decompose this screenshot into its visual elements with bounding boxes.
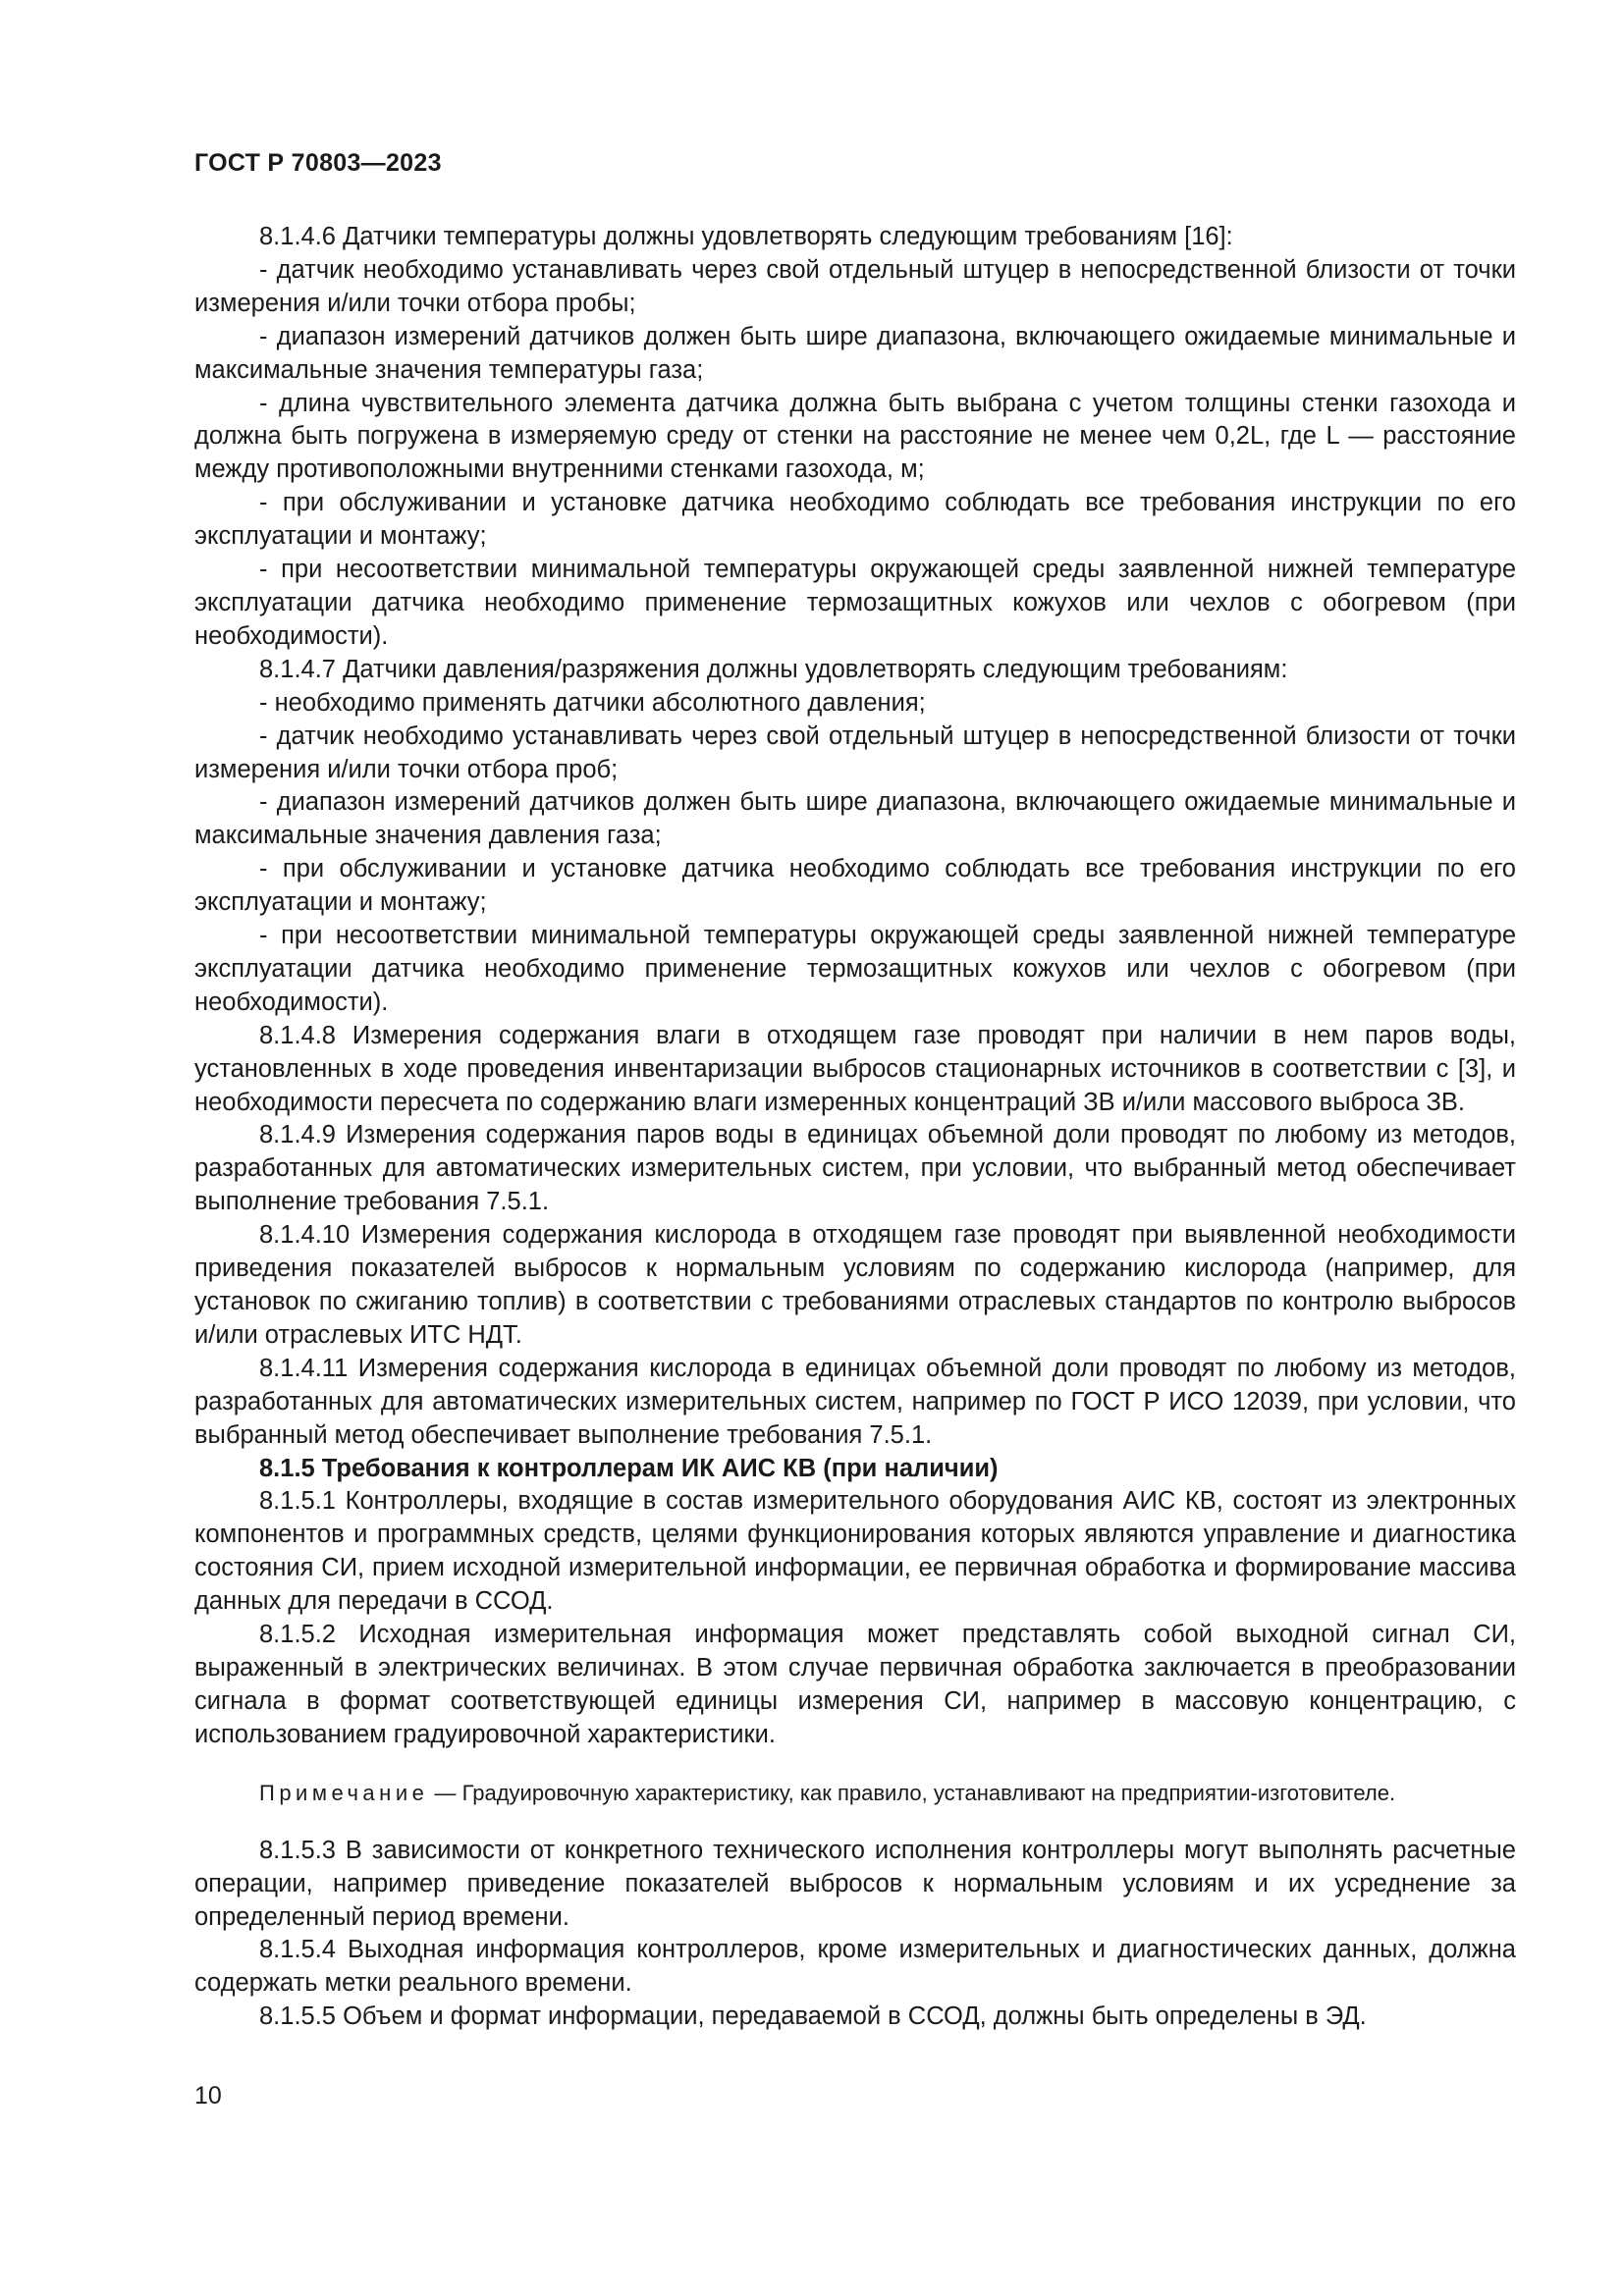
list-item: - необходимо применять датчики абсолютного давления; bbox=[259, 688, 926, 717]
paragraph-8-1-5-2: 8.1.5.2 Исходная измерительная информация может представлять собой выходной сигнал СИ, выраженный в электрических величинах. В этом случае первичная обработка заключается в преобразовании сигнала в формат соответствующей единицы измерения СИ, например в массовую концентрацию, с использованием градуировочной характеристики. bbox=[194, 1621, 1516, 1748]
section-heading-8-1-5: 8.1.5 Требования к контроллерам ИК АИС КВ (при наличии) bbox=[259, 1454, 999, 1482]
paragraph-8-1-4-6: 8.1.4.6 Датчики температуры должны удовлетворять следующим требованиям [16]: bbox=[259, 223, 1233, 250]
paragraph-8-1-5-4: 8.1.5.4 Выходная информация контроллеров, кроме измерительных и диагностических данных, должна содержать метки реального времени. bbox=[194, 1936, 1516, 1998]
list-item: - при обслуживании и установке датчика необходимо соблюдать все требования инструкции по его эксплуатации и монтажу; bbox=[194, 489, 1516, 551]
list-item: - диапазон измерений датчиков должен быть шире диапазона, включающего ожидаемые минимальные и максимальные значения давления газа; bbox=[194, 788, 1516, 850]
paragraph-8-1-5-3: 8.1.5.3 В зависимости от конкретного технического исполнения контроллеры могут выполнять расчетные операции, например приведение показателей выбросов к нормальным условиям и их усреднение за определенный период времени. bbox=[194, 1836, 1516, 1931]
list-item: - диапазон измерений датчиков должен быть шире диапазона, включающего ожидаемые минимальные и максимальные значения температуры газа; bbox=[194, 322, 1516, 384]
paragraph-8-1-4-7: 8.1.4.7 Датчики давления/разряжения должны удовлетворять следующим требованиям: bbox=[259, 655, 1288, 683]
document-body bbox=[194, 221, 1516, 2034]
list-item: - при обслуживании и установке датчика необходимо соблюдать все требования инструкции по его эксплуатации и монтажу; bbox=[194, 855, 1516, 917]
paragraph-8-1-4-11: 8.1.4.11 Измерения содержания кислорода в единицах объемной доли проводят по любому из методов, разработанных для автоматических измерительных систем, например по ГОСТ Р ИСО 12039, при условии, что выбранный метод обеспечивает выполнение требования 7.5.1. bbox=[194, 1354, 1516, 1449]
paragraph-8-1-4-8: 8.1.4.8 Измерения содержания влаги в отходящем газе проводят при наличии в нем паров воды, установленных в ходе проведения инвентаризации выбросов стационарных источников в соответствии с [3], и необходимости пересчета по содержанию влаги измеренных концентраций ЗВ и/или массового выброса ЗВ. bbox=[194, 1021, 1516, 1116]
paragraph-8-1-5-5: 8.1.5.5 Объем и формат информации, передаваемой в ССОД, должны быть определены в ЭД. bbox=[259, 2002, 1367, 2031]
note-label: Примечание bbox=[259, 1780, 429, 1805]
page-number: 10 bbox=[194, 2082, 222, 2109]
list-item: - при несоответствии минимальной температуры окружающей среды заявленной нижней температуре эксплуатации датчика необходимо применение термозащитных кожухов или чехлов с обогревом (при необходимости). bbox=[194, 922, 1516, 1016]
list-item: - длина чувствительного элемента датчика должна быть выбрана с учетом толщины стенки газохода и должна быть погружена в измеряемую среду от стенки на расстояние не менее чем 0,2L, где L — расстояние между противоположными внутренними стенками газохода, м; bbox=[194, 389, 1516, 484]
note bbox=[194, 1778, 1516, 1809]
note-text: — Градуировочную характеристику, как правило, устанавливают на предприятии-изготовителе. bbox=[428, 1780, 1396, 1805]
list-item: - датчик необходимо устанавливать через свой отдельный штуцер в непосредственной близости от точки измерения и/или точки отбора пробы; bbox=[194, 255, 1516, 317]
list-item: - при несоответствии минимальной температуры окружающей среды заявленной нижней температуре эксплуатации датчика необходимо применение термозащитных кожухов или чехлов с обогревом (при необходимости). bbox=[194, 556, 1516, 650]
document-header: ГОСТ Р 70803—2023 bbox=[194, 149, 442, 177]
paragraph-8-1-4-9: 8.1.4.9 Измерения содержания паров воды в единицах объемной доли проводят по любому из методов, разработанных для автоматических измерительных систем, при условии, что выбранный метод обеспечивает выполнение требования 7.5.1. bbox=[194, 1121, 1516, 1216]
paragraph-8-1-4-10: 8.1.4.10 Измерения содержания кислорода в отходящем газе проводят при выявленной необходимости приведения показателей выбросов к нормальным условиям по содержанию кислорода (например, для установок по сжиганию топлив) в соответствии с требованиями отраслевых стандартов по контролю выбросов и/или отраслевых ИТС НДТ. bbox=[194, 1221, 1516, 1349]
paragraph-8-1-5-1: 8.1.5.1 Контроллеры, входящие в состав измерительного оборудования АИС КВ, состоят из электронных компонентов и программных средств, целями функционирования которых являются управление и диагностика состояния СИ, прием исходной измерительной информации, ее первичная обработка и формирование массива данных для передачи в ССОД. bbox=[194, 1487, 1516, 1616]
list-item: - датчик необходимо устанавливать через свой отдельный штуцер в непосредственной близости от точки измерения и/или точки отбора проб; bbox=[194, 721, 1516, 783]
